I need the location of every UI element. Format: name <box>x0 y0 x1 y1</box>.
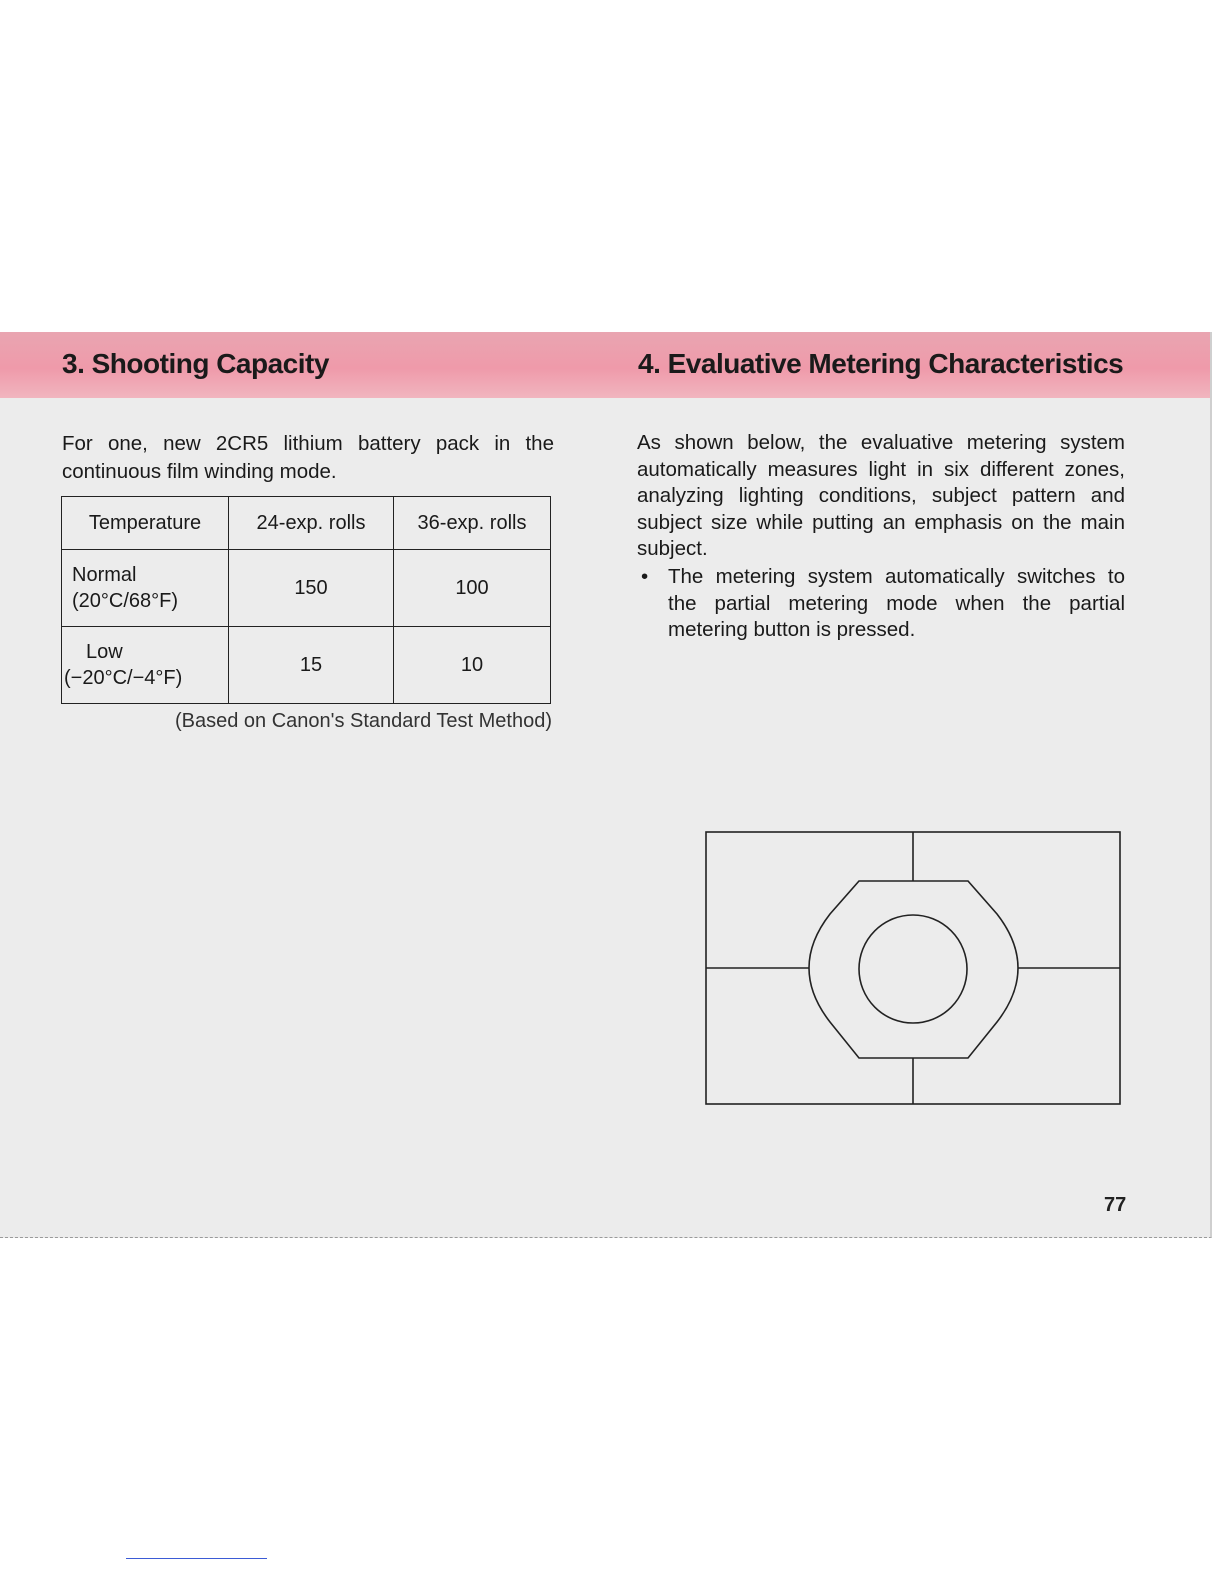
table-row-normal <box>62 550 551 627</box>
bullet-dot-icon: • <box>641 565 649 588</box>
condition-label: Low <box>86 641 123 663</box>
header-temperature: Temperature <box>62 497 229 550</box>
evaluative-metering-body: As shown below, the evaluative metering system automatically measures light in six different zones, analyzing lighting conditions, subject pattern and subject size while putting an emphasis on the main subject. <box>637 431 1125 560</box>
value-cell: 15 <box>229 627 394 704</box>
manual-page <box>0 332 1212 1238</box>
shooting-capacity-intro: For one, new 2CR5 lithium battery pack in the continuous film winding mode. <box>62 432 554 483</box>
value-cell: 150 <box>229 550 394 627</box>
evaluative-metering-heading: 4. Evaluative Metering Characteristics <box>638 348 1124 379</box>
condition-range: (20°C/68°F) <box>72 590 179 612</box>
partial-metering-circle <box>859 915 967 1023</box>
header-24-exp: 24-exp. rolls <box>229 497 394 550</box>
center-zone-outline <box>809 881 1018 1058</box>
condition-label: Normal <box>72 564 137 586</box>
condition-cell-normal <box>62 550 229 627</box>
condition-range: (−20°C/−4°F) <box>64 667 183 689</box>
shooting-capacity-table <box>61 496 551 704</box>
test-method-note: (Based on Canon's Standard Test Method) <box>174 710 552 732</box>
shooting-capacity-heading: 3. Shooting Capacity <box>62 348 329 379</box>
table-row-low <box>62 627 551 704</box>
value-cell: 100 <box>394 550 551 627</box>
partial-metering-bullet <box>637 564 1125 644</box>
bullet-text: The metering system automatically switches to the partial metering mode when the partial metering button is pressed. <box>668 565 1125 641</box>
metering-zones-diagram <box>700 826 1128 1110</box>
bottom-rule <box>126 1558 267 1559</box>
condition-cell-low <box>62 627 229 704</box>
table-header-row <box>62 497 551 550</box>
value-cell: 10 <box>394 627 551 704</box>
header-band <box>0 332 1210 398</box>
page-number: 77 <box>1104 1194 1127 1216</box>
header-36-exp: 36-exp. rolls <box>394 497 551 550</box>
